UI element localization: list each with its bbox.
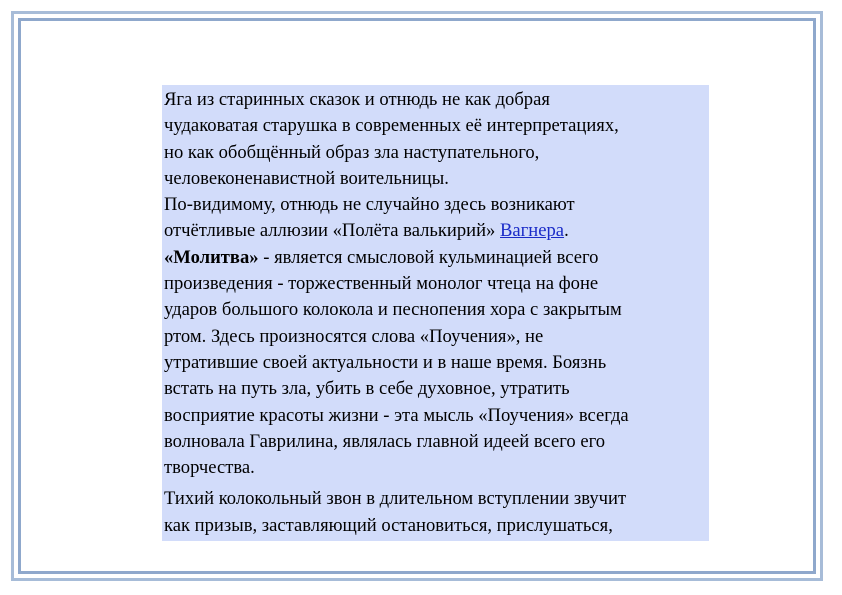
molitva-bold-title: «Молитва»: [164, 246, 259, 268]
text-fragment: .: [564, 220, 569, 242]
text-line: [164, 245, 707, 271]
paragraph-1: [164, 87, 707, 192]
text-line: ртом. Здесь произносятся слова «Поучения», не: [164, 325, 544, 347]
text-line: волновала Гаврилина, являлась главной идеей всего его: [164, 430, 606, 452]
text-line: Тихий колокольный звон в длительном вступлении звучит: [164, 488, 627, 510]
text-line: утратившие своей актуальности и в наше время. Боязнь: [164, 351, 607, 373]
text-line: встать на путь зла, убить в себе духовное, утратить: [164, 378, 570, 400]
slide-text-box: [162, 85, 709, 541]
text-line: произведения - торжественный монолог чтеца на фоне: [164, 273, 599, 295]
text-line: но как обобщённый образ зла наступательного,: [164, 141, 540, 163]
text-line: По-видимому, отнюдь не случайно здесь возникают: [164, 194, 575, 216]
text-line: человеконенавистной воительницы.: [164, 167, 449, 189]
text-fragment: отчётливые аллюзии «Полёта валькирий»: [164, 220, 501, 242]
text-line: Яга из старинных сказок и отнюдь не как добрая: [164, 89, 550, 110]
text-line: ударов большого колокола и песнопения хора с закрытым: [164, 299, 622, 321]
paragraph-2: [164, 192, 707, 245]
text-line: чудаковатая старушка в современных её интерпретациях,: [164, 115, 619, 137]
text-fragment: - является смысловой кульминацией всего: [258, 246, 599, 268]
text-line: как призыв, заставляющий остановиться, прислушаться,: [164, 514, 613, 536]
wagner-link[interactable]: Вагнера: [500, 220, 565, 242]
paragraph-3: [164, 245, 707, 482]
paragraph-4: [164, 486, 707, 539]
text-line: творчества.: [164, 457, 255, 479]
text-line-with-link: [164, 218, 707, 244]
text-line: восприятие красоты жизни - эта мысль «Поучения» всегда: [164, 404, 629, 426]
